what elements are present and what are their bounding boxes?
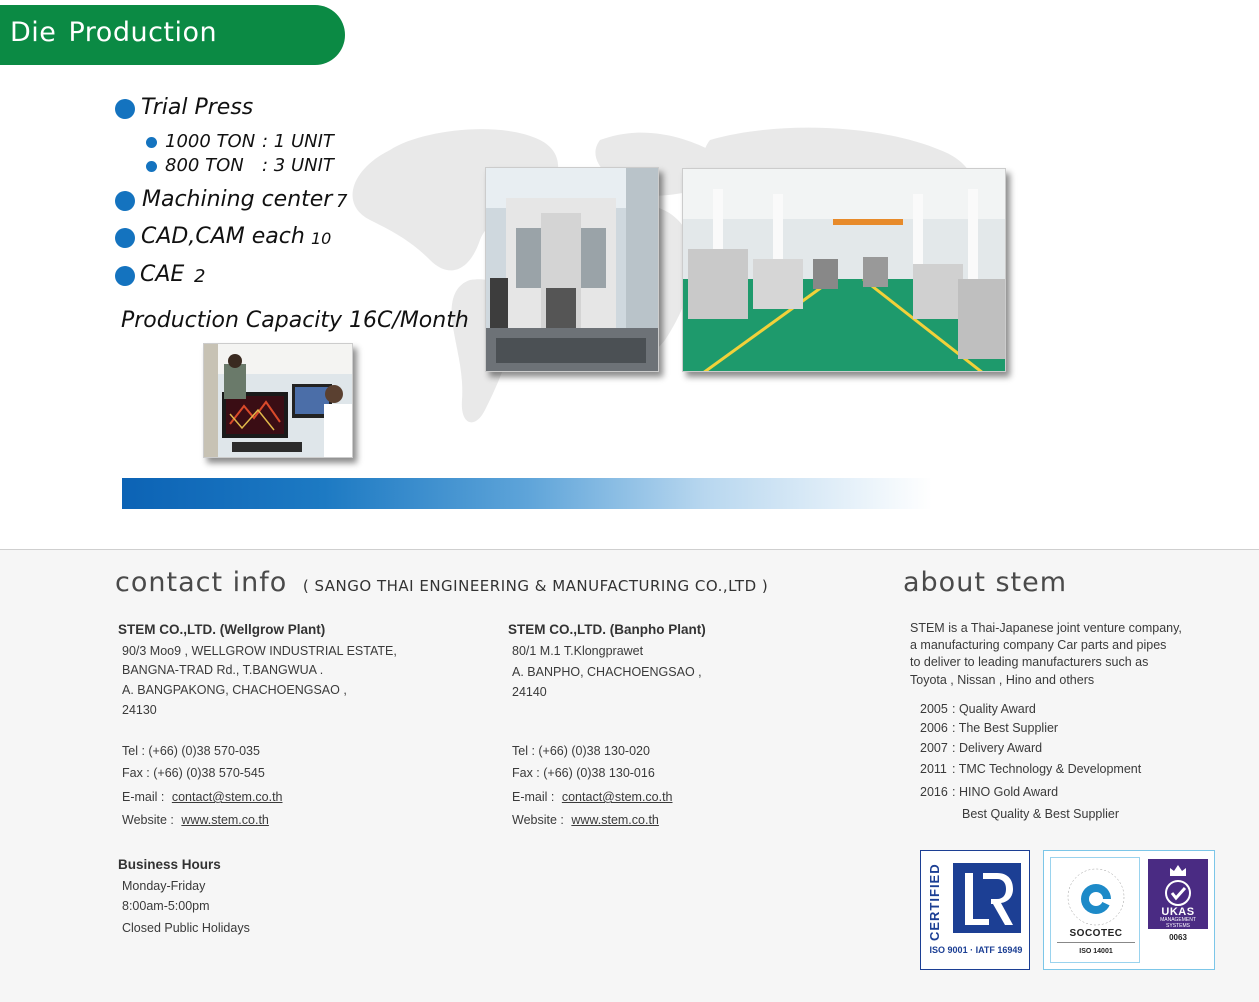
about-desc-line4: Toyota , Nissan , Hino and others — [910, 673, 1095, 687]
plant2-fax: Fax : (+66) (0)38 130-016 — [512, 766, 655, 780]
award-year: 2011 — [920, 762, 947, 776]
plant1-postcode: 24130 — [122, 703, 157, 717]
bullet-dot — [115, 99, 135, 119]
ukas-sub1: MANAGEMENT — [1160, 917, 1196, 923]
machining-center-photo — [485, 167, 659, 372]
plant1-tel: Tel : (+66) (0)38 570-035 — [122, 744, 260, 758]
machining-center-label: Machining center — [142, 187, 333, 212]
award-text: : HINO Gold Award — [952, 785, 1059, 799]
award-text: : Quality Award — [952, 702, 1036, 716]
cad-workstation-photo — [203, 343, 353, 458]
cadcam-count: 10 — [311, 229, 332, 248]
plant2-tel: Tel : (+66) (0)38 130-020 — [512, 744, 650, 758]
award-text: : TMC Technology & Development — [952, 762, 1142, 776]
plant1-website-link[interactable]: www.stem.co.th — [181, 813, 269, 827]
ukas-sub2: SYSTEMS — [1166, 923, 1190, 929]
cae-count: 2 — [194, 266, 206, 287]
email-label: E-mail : — [122, 790, 165, 804]
business-hours-closed: Closed Public Holidays — [122, 921, 250, 935]
plant1-address-line3: A. BANGPAKONG, CHACHOENGSAO , — [122, 683, 347, 697]
factory-floor-photo — [682, 168, 1006, 372]
plant1-website-row — [122, 813, 269, 827]
socotec-badge — [1050, 857, 1140, 963]
plant2-website-row — [512, 813, 659, 827]
contact-info-heading — [115, 567, 768, 598]
gradient-divider-bar — [122, 478, 932, 509]
bullet-dot — [146, 161, 157, 172]
plant1-address-line1: 90/3 Moo9 , WELLGROW INDUSTRIAL ESTATE, — [122, 644, 397, 658]
plant2-postcode: 24140 — [512, 685, 547, 699]
ukas-name: UKAS — [1161, 906, 1195, 918]
lr-logo-icon — [953, 863, 1021, 933]
lr-certified-label: CERTIFIED — [927, 863, 942, 941]
press-2-units: : 3 UNIT — [262, 155, 334, 176]
socotec-ukas-certificate-badge — [1043, 850, 1215, 970]
crown-icon — [1168, 862, 1188, 878]
award-text: : Delivery Award — [952, 741, 1043, 755]
email-label: E-mail : — [512, 790, 555, 804]
press-1-tonnage: 1000 TON — [165, 131, 256, 152]
bullet-dot — [115, 191, 135, 211]
plant1-address-line2: BANGNA-TRAD Rd., T.BANGWUA . — [122, 663, 324, 677]
award-year: 2006 — [920, 721, 948, 735]
about-desc-line3: to deliver to leading manufacturers such as — [910, 655, 1149, 669]
press-2-tonnage: 800 TON — [165, 155, 244, 176]
socotec-name: SOCOTEC — [1069, 928, 1123, 939]
business-hours-days: Monday-Friday — [122, 879, 206, 893]
ukas-number: 0063 — [1169, 933, 1187, 942]
business-hours-title: Business Hours — [118, 857, 221, 872]
company-name: ( SANGO THAI ENGINEERING & MANUFACTURING CO.,LTD ) — [302, 577, 769, 595]
socotec-standard: ISO 14001 — [1079, 948, 1113, 955]
bullet-dot — [115, 228, 135, 248]
page-title: Die Production — [0, 5, 345, 65]
plant2-name: STEM CO.,LTD. (Banpho Plant) — [508, 622, 706, 637]
website-label: Website : — [512, 813, 564, 827]
contact-info-title: contact info — [115, 567, 288, 598]
checkmark-icon — [1164, 879, 1192, 907]
cadcam-label: CAD,CAM each — [141, 224, 305, 249]
footer-section — [0, 549, 1259, 1002]
lr-standard-text: ISO 9001 · IATF 16949 — [929, 945, 1023, 955]
press-1-units: : 1 UNIT — [262, 131, 334, 152]
award-text: : The Best Supplier — [952, 721, 1059, 735]
plant1-fax: Fax : (+66) (0)38 570-545 — [122, 766, 265, 780]
award-extra-text: Best Quality & Best Supplier — [962, 807, 1120, 821]
plant2-address-line2: A. BANPHO, CHACHOENGSAO , — [512, 665, 702, 679]
business-hours-time: 8:00am-5:00pm — [122, 899, 210, 913]
about-desc-line1: STEM is a Thai-Japanese joint venture company, — [910, 621, 1182, 635]
about-stem-title: about stem — [903, 567, 1068, 598]
plant1-name: STEM CO.,LTD. (Wellgrow Plant) — [118, 622, 326, 637]
plant2-email-link[interactable]: contact@stem.co.th — [561, 790, 673, 804]
award-year: 2005 — [920, 702, 948, 716]
plant2-email-row — [512, 790, 673, 804]
machining-center-count: 7 — [336, 191, 348, 212]
cae-label: CAE — [140, 262, 185, 287]
plant2-address-line1: 80/1 M.1 T.Klongprawet — [512, 644, 644, 658]
plant1-email-row — [122, 790, 283, 804]
socotec-logo-icon — [1065, 866, 1127, 928]
website-label: Website : — [122, 813, 174, 827]
bullet-dot — [115, 266, 135, 286]
lr-certificate-badge — [920, 850, 1030, 970]
trial-press-label: Trial Press — [141, 95, 254, 120]
about-desc-line2: a manufacturing company Car parts and pipes — [910, 638, 1167, 652]
bullet-dot — [146, 137, 157, 148]
plant1-email-link[interactable]: contact@stem.co.th — [171, 790, 283, 804]
production-capacity: Production Capacity 16C/Month — [121, 308, 469, 333]
ukas-badge — [1148, 859, 1208, 929]
plant2-website-link[interactable]: www.stem.co.th — [571, 813, 659, 827]
award-year: 2007 — [920, 741, 948, 755]
award-year: 2016 — [920, 785, 948, 799]
